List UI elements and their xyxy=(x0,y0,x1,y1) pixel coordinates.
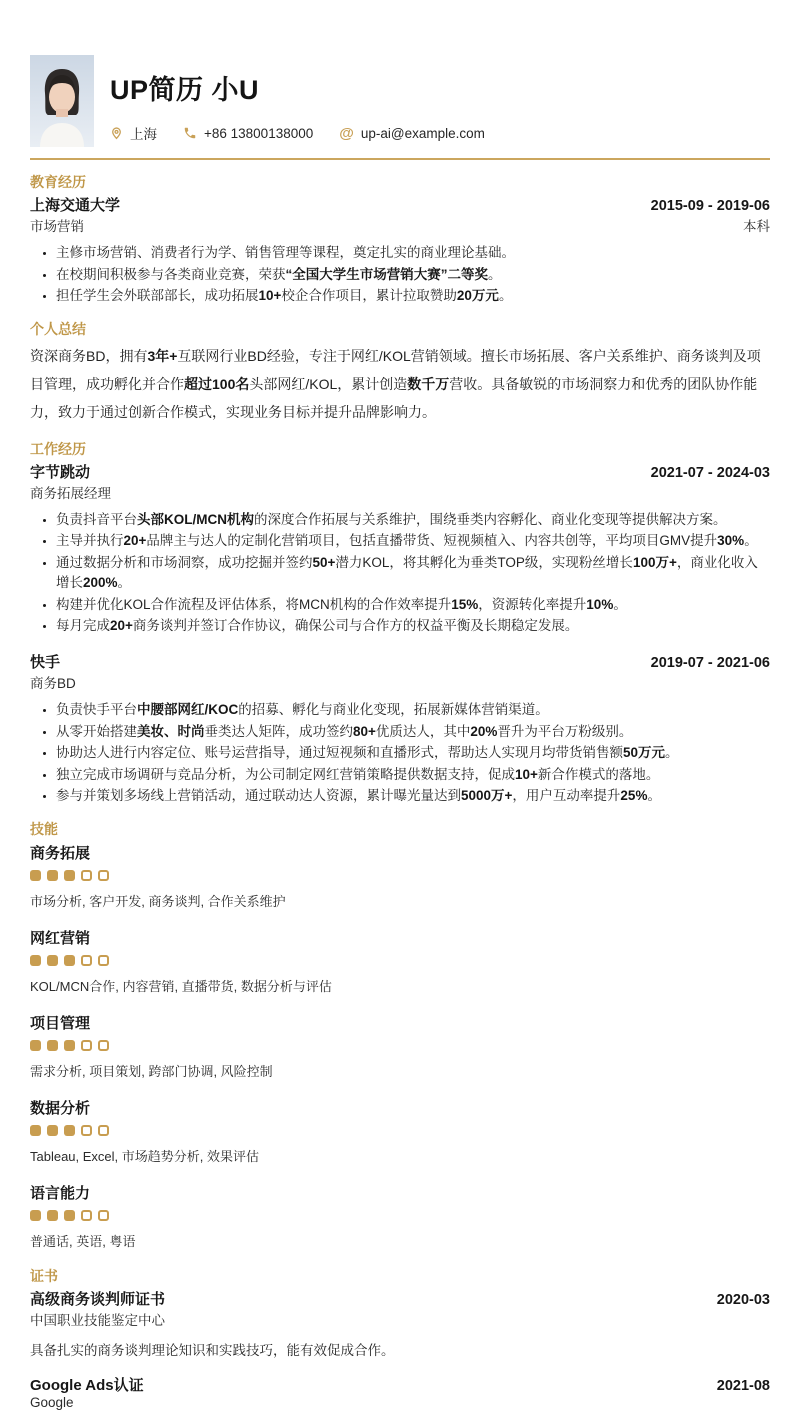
cert-issuer: 中国职业技能鉴定中心 xyxy=(30,1312,165,1328)
cert-name: Google Ads认证 xyxy=(30,1376,144,1394)
skill-level-dots xyxy=(30,1125,770,1136)
skill-dot-empty xyxy=(98,1125,109,1136)
skill-business-dev xyxy=(30,842,770,910)
header xyxy=(30,55,770,147)
skill-dot-filled xyxy=(64,1210,75,1221)
certs-title: 证书 xyxy=(30,1267,58,1284)
bullet-item: • 负责快手平台中腰部网红/KOC的招募、孵化与商业化变现，拓展新媒体营销渠道。 xyxy=(56,700,770,721)
skill-dot-filled xyxy=(30,870,41,881)
cert-negotiator xyxy=(30,1288,770,1359)
skill-desc: 普通话, 英语, 粤语 xyxy=(30,1233,136,1249)
skill-dot-empty xyxy=(81,1040,92,1051)
header-info xyxy=(110,55,485,143)
skill-level-dots xyxy=(30,1210,770,1221)
at-icon: @ xyxy=(339,124,354,142)
skill-influencer-marketing xyxy=(30,927,770,995)
cert-desc: 具备扎实的商务谈判理论知识和实践技巧，能有效促成合作。 xyxy=(30,1342,395,1358)
cert-date: 2020-03 xyxy=(716,1291,770,1308)
contact-email xyxy=(339,126,485,141)
summary-paragraph: 资深商务BD，拥有3年+互联网行业BD经验，专注于网红/KOL营销领域。擅长市场拓展、客户关系维护、商务谈判及项目管理，成功孵化并合作超过100名头部网红/KOL，累计创造数千万营收。具备敏锐的市场洞察力和优秀的团队协作能力，致力于通过创新合作模式，实现业务目标并提升品牌影响力。 xyxy=(30,347,761,421)
bullet-item: • 担任学生会外联部部长，成功拓展10+校企合作项目，累计拉取赞助20万元。 xyxy=(56,286,770,307)
skill-dot-filled xyxy=(47,1040,58,1051)
skills-title: 技能 xyxy=(30,820,58,837)
skill-dot-filled xyxy=(64,1040,75,1051)
job-bullets xyxy=(30,700,770,807)
email-text: up-ai@example.com xyxy=(360,125,485,141)
section-certs xyxy=(30,1267,770,1410)
bullet-item: • 从零开始搭建美妆、时尚垂类达人矩阵，成功签约80+优质达人，其中20%晋升为平台万粉级别。 xyxy=(56,722,770,743)
bullet-item: • 参与并策划多场线上营销活动，通过联动达人资源，累计曝光量达到5000万+，用户互动率提升25%。 xyxy=(56,786,770,807)
skill-dot-filled xyxy=(64,1125,75,1136)
contact-row xyxy=(110,123,485,143)
skill-dot-empty xyxy=(98,1040,109,1051)
skill-level-dots xyxy=(30,955,770,966)
phone-text: +86 13800138000 xyxy=(204,125,314,141)
job-bullets xyxy=(30,510,770,637)
location-pin-icon xyxy=(110,126,123,141)
skill-name: 项目管理 xyxy=(30,1014,91,1032)
section-work xyxy=(30,440,770,807)
bullet-item: • 负责抖音平台头部KOL/MCN机构的深度合作拓展与关系维护，围绕垂类内容孵化、商业化变现等提供解决方案。 xyxy=(56,510,770,531)
candidate-name: UP简历 小U xyxy=(110,75,260,105)
bullet-item: • 通过数据分析和市场洞察，成功挖掘并签约50+潜力KOL，将其孵化为垂类TOP级，实现粉丝增长100万+，商业化收入增长200%。 xyxy=(56,553,770,594)
skill-desc: KOL/MCN合作, 内容营销, 直播带货, 数据分析与评估 xyxy=(30,978,332,994)
skill-dot-empty xyxy=(98,1210,109,1221)
skill-dot-filled xyxy=(30,1040,41,1051)
section-education xyxy=(30,173,770,307)
company-name: 快手 xyxy=(30,654,61,671)
skill-dot-empty xyxy=(81,1210,92,1221)
phone-icon xyxy=(183,126,197,140)
skill-dot-empty xyxy=(81,1125,92,1136)
job-role: 商务拓展经理 xyxy=(30,485,111,501)
education-bullets xyxy=(30,243,770,307)
job-bytedance xyxy=(30,461,770,637)
company-name: 字节跳动 xyxy=(30,463,91,481)
work-title: 工作经历 xyxy=(30,440,86,457)
section-skills xyxy=(30,820,770,1250)
bullet-item: • 主导并执行20+品牌主与达人的定制化营销项目，包括直播带货、短视频植入、内容共创等，平均项目GMV提升30%。 xyxy=(56,531,770,552)
skill-level-dots xyxy=(30,1040,770,1051)
skill-dot-empty xyxy=(98,870,109,881)
bullet-item: • 在校期间积极参与各类商业竞赛，荣获“全国大学生市场营销大赛”二等奖。 xyxy=(56,265,770,286)
contact-location xyxy=(110,123,157,143)
skill-dot-filled xyxy=(47,955,58,966)
education-title: 教育经历 xyxy=(30,174,86,190)
skill-dot-filled xyxy=(64,955,75,966)
section-summary xyxy=(30,320,770,427)
skill-dot-filled xyxy=(30,1125,41,1136)
location-text: 上海 xyxy=(130,127,157,142)
skill-dot-empty xyxy=(81,870,92,881)
job-date: 2019-07 - 2021-06 xyxy=(650,655,770,671)
degree: 本科 xyxy=(743,219,770,235)
profile-photo xyxy=(30,55,94,147)
skill-dot-filled xyxy=(47,1125,58,1136)
skill-dot-filled xyxy=(47,1210,58,1221)
major: 市场营销 xyxy=(30,219,84,235)
skill-data-analysis xyxy=(30,1097,770,1165)
education-date: 2015-09 - 2019-06 xyxy=(650,198,770,215)
skill-name: 网红营销 xyxy=(30,929,91,947)
bullet-item: • 每月完成20+商务谈判并签订合作协议，确保公司与合作方的权益平衡及长期稳定发展。 xyxy=(56,616,770,637)
contact-phone xyxy=(183,126,313,141)
job-kuaishou xyxy=(30,651,770,807)
skill-project-management xyxy=(30,1012,770,1080)
skill-dot-empty xyxy=(81,955,92,966)
skill-dot-filled xyxy=(30,1210,41,1221)
skill-languages xyxy=(30,1182,770,1250)
cert-issuer: Google xyxy=(30,1394,74,1410)
skill-desc: 市场分析, 客户开发, 商务谈判, 合作关系维护 xyxy=(30,893,286,909)
cert-google-ads xyxy=(30,1374,770,1410)
skill-desc: Tableau, Excel, 市场趋势分析, 效果评估 xyxy=(30,1148,259,1164)
job-role: 商务BD xyxy=(30,676,76,691)
bullet-item: • 主修市场营销、消费者行为学、销售管理等课程，奠定扎实的商业理论基础。 xyxy=(56,243,770,264)
skill-dot-filled xyxy=(47,870,58,881)
skill-dot-filled xyxy=(30,955,41,966)
skill-name: 商务拓展 xyxy=(30,844,91,862)
bullet-item: • 独立完成市场调研与竞品分析，为公司制定网红营销策略提供数据支持，促成10+新合作模式的落地。 xyxy=(56,765,770,786)
cert-date: 2021-08 xyxy=(716,1377,770,1394)
skill-name: 语言能力 xyxy=(30,1184,91,1202)
cert-name: 高级商务谈判师证书 xyxy=(30,1290,166,1308)
bullet-item: • 协助达人进行内容定位、账号运营指导，通过短视频和直播形式，帮助达人实现月均带货销售额50万元。 xyxy=(56,743,770,764)
skill-name: 数据分析 xyxy=(30,1099,91,1117)
school-name: 上海交通大学 xyxy=(30,197,121,215)
summary-title: 个人总结 xyxy=(30,320,86,337)
bullet-item: • 构建并优化KOL合作流程及评估体系，将MCN机构的合作效率提升15%，资源转化率提升10%。 xyxy=(56,595,770,616)
profile-photo-image xyxy=(30,55,94,147)
job-date: 2021-07 - 2024-03 xyxy=(650,464,770,481)
skill-dot-empty xyxy=(98,955,109,966)
skill-desc: 需求分析, 项目策划, 跨部门协调, 风险控制 xyxy=(30,1063,273,1079)
skill-level-dots xyxy=(30,870,770,881)
skill-dot-filled xyxy=(64,870,75,881)
header-divider xyxy=(30,158,770,160)
